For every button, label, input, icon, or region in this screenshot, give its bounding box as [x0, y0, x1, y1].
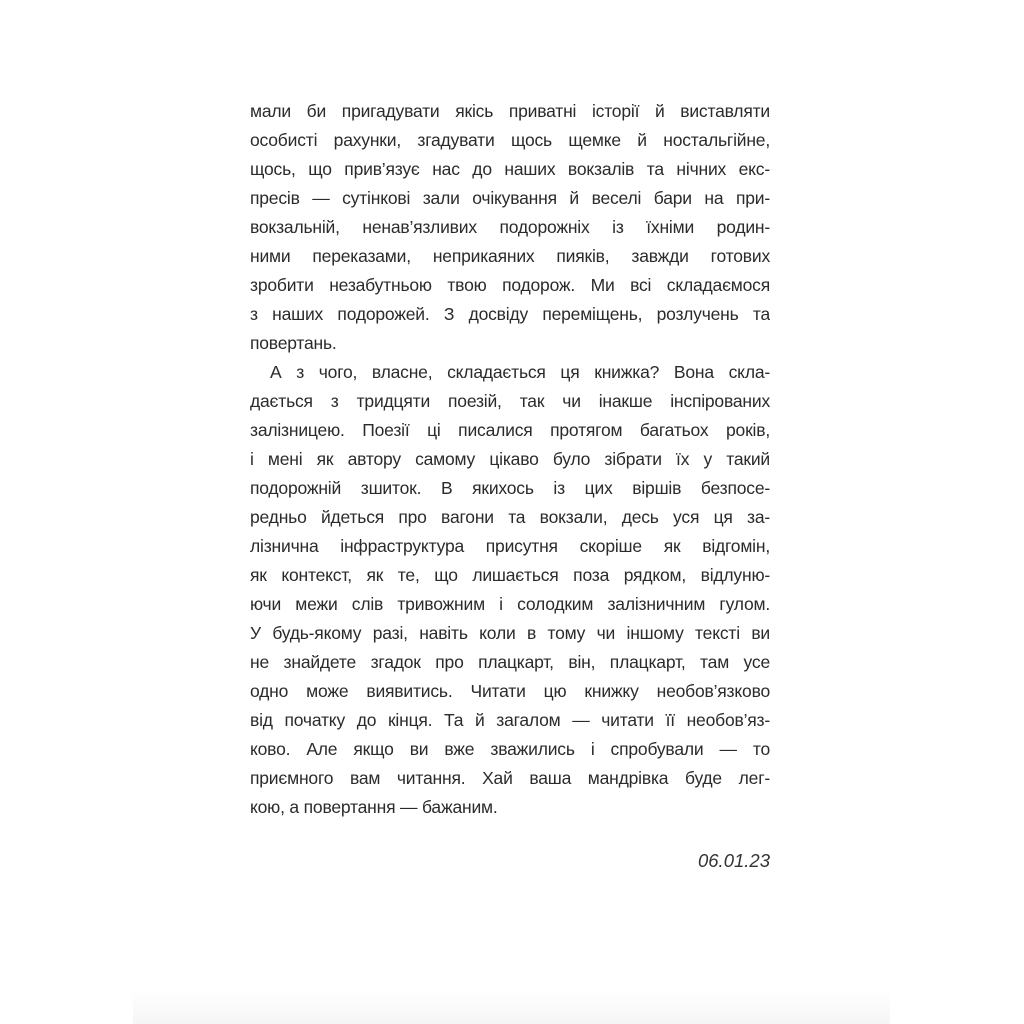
text-line: від початку до кінця. Та й загалом — читати її необов’яз- — [250, 710, 770, 730]
text-line: одно може виявитись. Читати цю книжку необов’язково — [250, 681, 770, 701]
text-line: лізнична інфраструктура присутня скоріше як відгомін, — [250, 536, 770, 556]
text-line: подорожній зшиток. В якихось із цих віршів безпосе- — [250, 478, 770, 498]
date-line — [250, 846, 770, 875]
text-line: ними переказами, неприкаяних пияків, завжди готових — [250, 246, 770, 266]
page-text-column — [250, 97, 770, 875]
text-line: вокзальній, ненав’язливих подорожніх із їхніми родин- — [250, 217, 770, 237]
paragraph — [250, 97, 770, 358]
text-line: пресів — сутінкові зали очікування й веселі бари на при- — [250, 188, 770, 208]
date-text: 06.01.23 — [697, 850, 770, 871]
text-line: У будь-якому разі, навіть коли в тому чи іншому тексті ви — [250, 623, 770, 643]
text-line: приємного вам читання. Хай ваша мандрівка буде лег- — [250, 768, 770, 788]
text-line: ючи межи слів тривожним і солодким залізничним гулом. — [250, 594, 770, 614]
text-line: А з чого, власне, складається ця книжка? Вона скла- — [270, 362, 770, 382]
text-line: щось, що прив’язує нас до наших вокзалів та нічних екс- — [250, 159, 770, 179]
text-line: повертань. — [250, 333, 337, 353]
page-bottom-edge-shadow — [133, 990, 890, 1024]
text-line: не знайдете згадок про плацкарт, він, плацкарт, там усе — [250, 652, 770, 672]
text-line: ково. Але якщо ви вже зважились і спробували — то — [250, 739, 770, 759]
text-line: як контекст, як те, що лишається поза рядком, відлуню- — [250, 565, 770, 585]
text-line: мали би пригадувати якісь приватні історії й виставляти — [250, 101, 770, 121]
text-line: особисті рахунки, згадувати щось щемке й ностальгійне, — [250, 130, 770, 150]
text-line: зробити незабутньою твою подорож. Ми всі складаємося — [250, 275, 770, 295]
paragraph — [250, 358, 770, 822]
text-line: і мені як автору самому цікаво було зібрати їх у такий — [250, 449, 770, 469]
text-line: редньо йдеться про вагони та вокзали, десь уся ця за- — [250, 507, 770, 527]
book-page — [133, 0, 890, 1024]
text-line: з наших подорожей. З досвіду переміщень, розлучень та — [250, 304, 770, 324]
text-line: кою, а повертання — бажаним. — [250, 797, 498, 817]
text-line: залізницею. Поезії ці писалися протягом багатьох років, — [250, 420, 770, 440]
text-line: дається з тридцяти поезій, так чи інакше інспірованих — [250, 391, 770, 411]
